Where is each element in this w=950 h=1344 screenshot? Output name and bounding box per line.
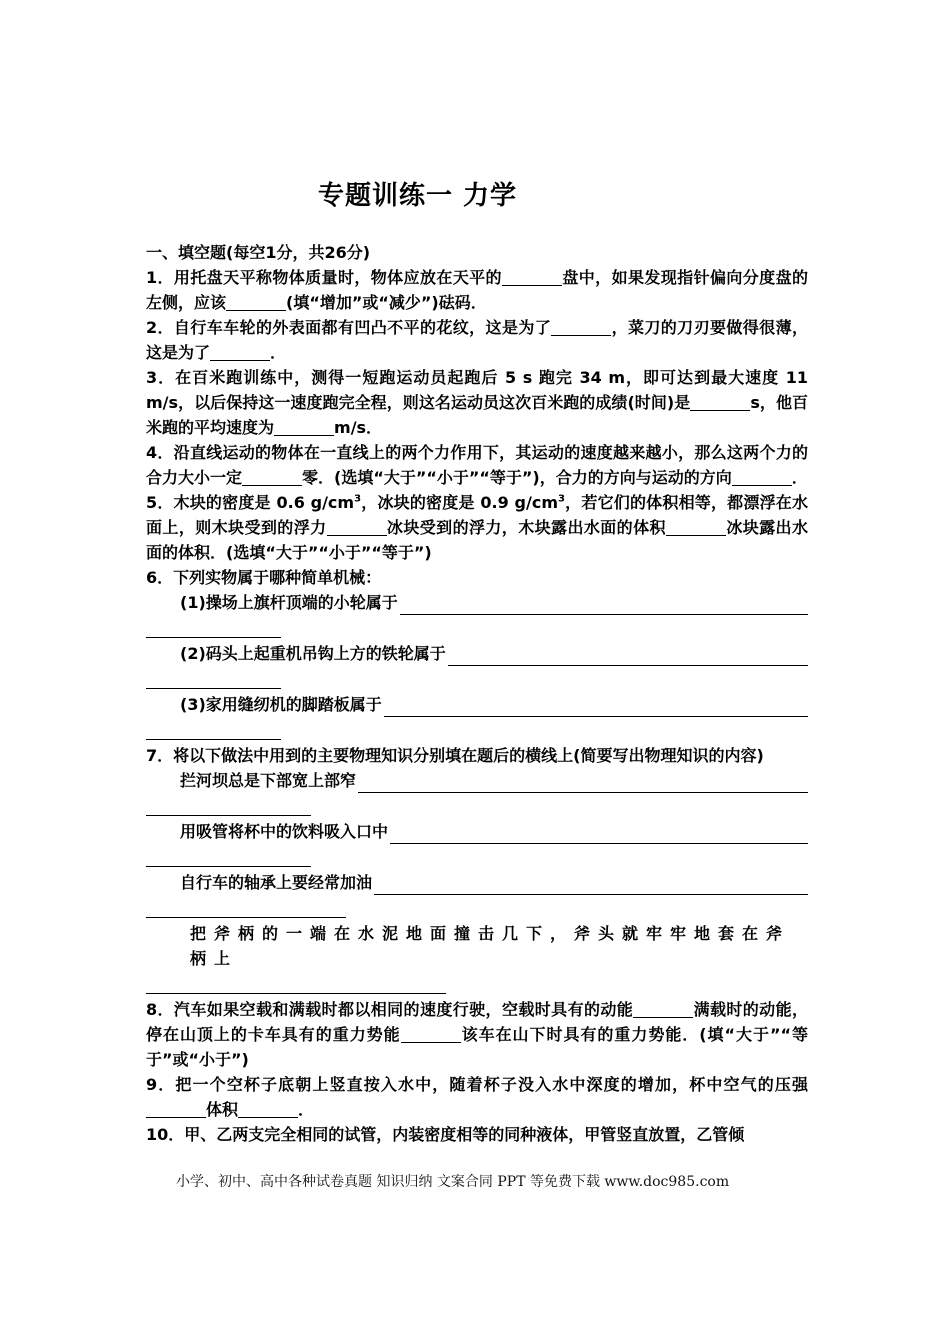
q5-text-b: ，冰块的密度是 0.9 g/cm: [361, 493, 558, 512]
q6-item-3-text: (3)家用缝纫机的脚踏板属于: [180, 695, 382, 714]
answer-line-continuation[interactable]: [146, 717, 281, 740]
q6-item-2-text: (2)码头上起重机吊钩上方的铁轮属于: [180, 644, 446, 663]
q9-text-a: 9．把一个空杯子底朝上竖直按入水中，随着杯子没入水中深度的增加，杯中空气的压强: [146, 1075, 808, 1094]
q2-text-a: 2．自行车车轮的外表面都有凹凸不平的花纹，这是为了: [146, 318, 552, 337]
q7-item-1-text: 拦河坝总是下部宽上部窄: [180, 771, 357, 790]
q7-item-3: [146, 870, 808, 895]
answer-line[interactable]: [358, 774, 808, 793]
answer-line[interactable]: [400, 596, 808, 615]
answer-line-continuation[interactable]: [146, 666, 281, 689]
superscript: 3: [558, 493, 565, 505]
superscript: 3: [354, 493, 362, 505]
question-5: [146, 490, 808, 565]
answer-line-continuation[interactable]: [146, 615, 281, 638]
answer-line-continuation[interactable]: [146, 895, 346, 918]
page-footer: 小学、初中、高中各种试卷真题 知识归纳 文案合同 PPT 等免费下载 www.doc985.com: [176, 1174, 730, 1190]
q1-text-b: 盘中，如果发现指针偏向分度盘的左侧，应该: [146, 268, 808, 312]
q8-text-c: 该车在山下时具有的重力势能．(填“大于”“等于”或“小于”): [146, 1025, 808, 1069]
question-3: [146, 365, 808, 440]
question-8: [146, 997, 808, 1072]
q4-text-b: 零．(选填“大于”“小于”“等于”)，合力的方向与运动的方向: [302, 468, 732, 487]
answer-line[interactable]: [146, 971, 446, 994]
question-body: [146, 240, 808, 1147]
q5-text-a: 5．木块的密度是 0.6 g/cm: [146, 493, 355, 512]
answer-blank[interactable]: [732, 467, 792, 486]
answer-line[interactable]: [448, 647, 808, 666]
answer-blank[interactable]: [242, 467, 302, 486]
q6-item-3: [146, 692, 808, 717]
answer-blank[interactable]: [401, 1024, 461, 1043]
answer-blank[interactable]: [327, 517, 387, 536]
q5-text-e: 冰块露出水面的体积．(选填“大于”“小于”“等于”): [146, 518, 808, 562]
answer-line[interactable]: [374, 876, 808, 895]
answer-blank[interactable]: [226, 292, 286, 311]
question-7: 7．将以下做法中用到的主要物理知识分别填在题后的横线上(简要写出物理知识的内容): [146, 746, 764, 765]
answer-blank[interactable]: [666, 517, 726, 536]
q3-text-a: 3．在百米跑训练中，测得一短跑运动员起跑后 5 s 跑完 34 m，即可达到最大速度 11 m/s，以后保持这一速度跑完全程，则这名运动员这次百米跑的成绩(时间)是: [146, 368, 808, 412]
q9-text-b: 体积: [206, 1100, 239, 1119]
q6-item-2: [146, 641, 808, 666]
question-1: [146, 265, 808, 315]
q3-text-b: s，他百米跑的平均速度为: [146, 393, 808, 437]
answer-blank[interactable]: [633, 999, 693, 1018]
q9-text-c: ．: [298, 1100, 315, 1119]
answer-blank[interactable]: [690, 392, 750, 411]
q1-text-a: 1．用托盘天平称物体质量时，物体应放在天平的: [146, 268, 502, 287]
q6-item-1-text: (1)操场上旗杆顶端的小轮属于: [180, 593, 398, 612]
question-6: 6．下列实物属于哪种简单机械：: [146, 568, 382, 587]
q7-item-4: 把斧柄的一端在水泥地面撞击几下，斧头就牢牢地套在斧柄上: [190, 924, 791, 968]
q3-text-c: m/s．: [334, 418, 383, 437]
q7-item-1: [146, 768, 808, 793]
question-10: 10．甲、乙两支完全相同的试管，内装密度相等的同种液体，甲管竖直放置，乙管倾: [146, 1125, 745, 1144]
question-9: [146, 1072, 808, 1122]
answer-blank[interactable]: [502, 267, 562, 286]
section-heading: 一、填空题(每空1分，共26分): [146, 243, 371, 262]
q2-text-c: ．: [270, 343, 287, 362]
q6-item-1: [146, 590, 808, 615]
q5-text-d: 冰块受到的浮力，木块露出水面的体积: [386, 518, 666, 537]
answer-line-continuation[interactable]: [146, 793, 311, 816]
answer-line-continuation[interactable]: [146, 844, 311, 867]
answer-blank[interactable]: [146, 1099, 206, 1118]
q1-text-c: (填“增加”或“减少”)砝码．: [286, 293, 487, 312]
answer-blank[interactable]: [274, 417, 334, 436]
answer-blank[interactable]: [551, 317, 611, 336]
q7-item-2: [146, 819, 808, 844]
q4-text-c: ．: [791, 468, 808, 487]
q4-text-a: 4．沿直线运动的物体在一直线上的两个力作用下，其运动的速度越来越小，那么这两个力的合力大小一定: [146, 443, 808, 487]
q8-text-a: 8．汽车如果空载和满载时都以相同的速度行驶，空载时具有的动能: [146, 1000, 634, 1019]
q8-text-b: 满载时的动能，停在山顶上的卡车具有的重力势能: [146, 1000, 808, 1044]
q2-text-b: ，菜刀的刀刃要做得很薄，这是为了: [146, 318, 808, 362]
answer-blank[interactable]: [210, 342, 270, 361]
page-title: 专题训练一 力学: [318, 181, 518, 211]
answer-blank[interactable]: [238, 1099, 298, 1118]
q5-text-c: ，若它们的体积相等，都漂浮在水面上，则木块受到的浮力: [146, 493, 808, 537]
q7-item-3-text: 自行车的轴承上要经常加油: [180, 873, 373, 892]
question-4: [146, 440, 808, 490]
question-2: [146, 315, 808, 365]
answer-line[interactable]: [390, 825, 808, 844]
q7-item-2-text: 用吸管将杯中的饮料吸入口中: [180, 822, 389, 841]
answer-line[interactable]: [384, 698, 808, 717]
